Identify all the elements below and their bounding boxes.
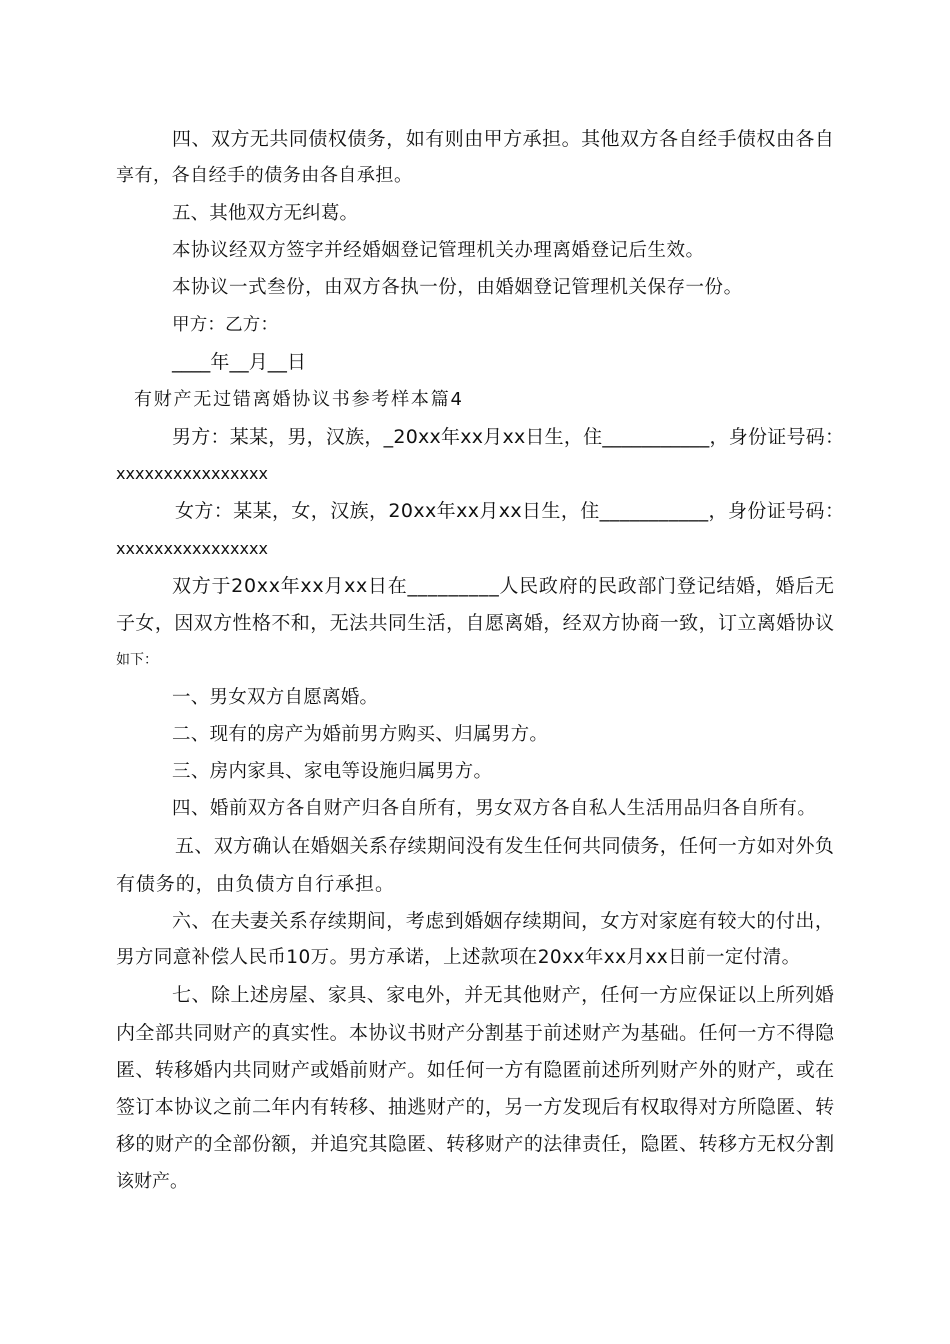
paragraph-line: 五、双方确认在婚姻关系存续期间没有发生任何共同债务，任何一方如对外负 bbox=[175, 835, 835, 857]
id-number: xxxxxxxxxxxxxxxx bbox=[116, 464, 268, 483]
paragraph-line: 三、房内家具、家电等设施归属男方。 bbox=[172, 761, 493, 782]
section-title: 有财产无过错离婚协议书参考样本篇4 bbox=[134, 389, 464, 410]
paragraph-line: 五、其他双方无纠葛。 bbox=[172, 203, 359, 224]
date-line: ____年__月__日 bbox=[172, 351, 307, 373]
paragraph-line: 本协议一式叁份，由双方各执一份，由婚姻登记管理机关保存一份。 bbox=[172, 277, 743, 298]
paragraph-line: 四、双方无共同债权债务，如有则由甲方承担。其他双方各自经手债权由各自 bbox=[172, 128, 835, 150]
paragraph-line: 本协议经双方签字并经婚姻登记管理机关办理离婚登记后生效。 bbox=[172, 240, 705, 261]
paragraph-line: 该财产。 bbox=[116, 1171, 188, 1192]
paragraph-line: 男方：某某，男，汉族，_20xx年xx月xx日生，住___________，身份证号码： bbox=[172, 426, 845, 448]
paragraph-line: 六、在夫妻关系存续期间，考虑到婚姻存续期间，女方对家庭有较大的付出， bbox=[172, 910, 835, 932]
paragraph-line: 内全部共同财产的真实性。本协议书财产分割基于前述财产为基础。任何一方不得隐 bbox=[116, 1022, 835, 1044]
id-number: xxxxxxxxxxxxxxxx bbox=[116, 539, 268, 558]
paragraph-line: 享有，各自经手的债务由各自承担。 bbox=[116, 165, 413, 186]
paragraph-line: 匿、转移婚内共同财产或婚前财产。如任何一方有隐匿前述所列财产外的财产，或在 bbox=[116, 1059, 835, 1081]
paragraph-line: 有债务的，由负债方自行承担。 bbox=[116, 873, 395, 895]
signature-line: 甲方：乙方： bbox=[172, 315, 279, 335]
paragraph-line: 子女，因双方性格不和，无法共同生活，自愿离婚，经双方协商一致，订立离婚协议 bbox=[116, 612, 835, 634]
paragraph-line: 男方同意补偿人民币10万。男方承诺，上述款项在20xx年xx月xx日前一定付清。 bbox=[116, 947, 801, 968]
paragraph-line: 二、现有的房产为婚前男方购买、归属男方。 bbox=[172, 724, 549, 745]
paragraph-line: 如下： bbox=[116, 652, 158, 668]
paragraph-line: 双方于20xx年xx月xx日在_________人民政府的民政部门登记结婚，婚后无 bbox=[172, 575, 835, 597]
paragraph-line: 一、男女双方自愿离婚。 bbox=[172, 687, 379, 708]
paragraph-line: 签订本协议之前二年内有转移、抽逃财产的，另一方发现后有权取得对方所隐匿、转 bbox=[116, 1096, 835, 1118]
paragraph-line: 移的财产的全部份额，并追究其隐匿、转移财产的法律责任，隐匿、转移方无权分割 bbox=[116, 1133, 835, 1155]
paragraph-line: 四、婚前双方各自财产归各自所有，男女双方各自私人生活用品归各自所有。 bbox=[172, 798, 817, 819]
paragraph-line: 女方：某某，女，汉族，20xx年xx月xx日生，住___________，身份证号码： bbox=[175, 500, 845, 522]
paragraph-line: 七、除上述房屋、家具、家电外，并无其他财产，任何一方应保证以上所列婚 bbox=[172, 984, 835, 1006]
